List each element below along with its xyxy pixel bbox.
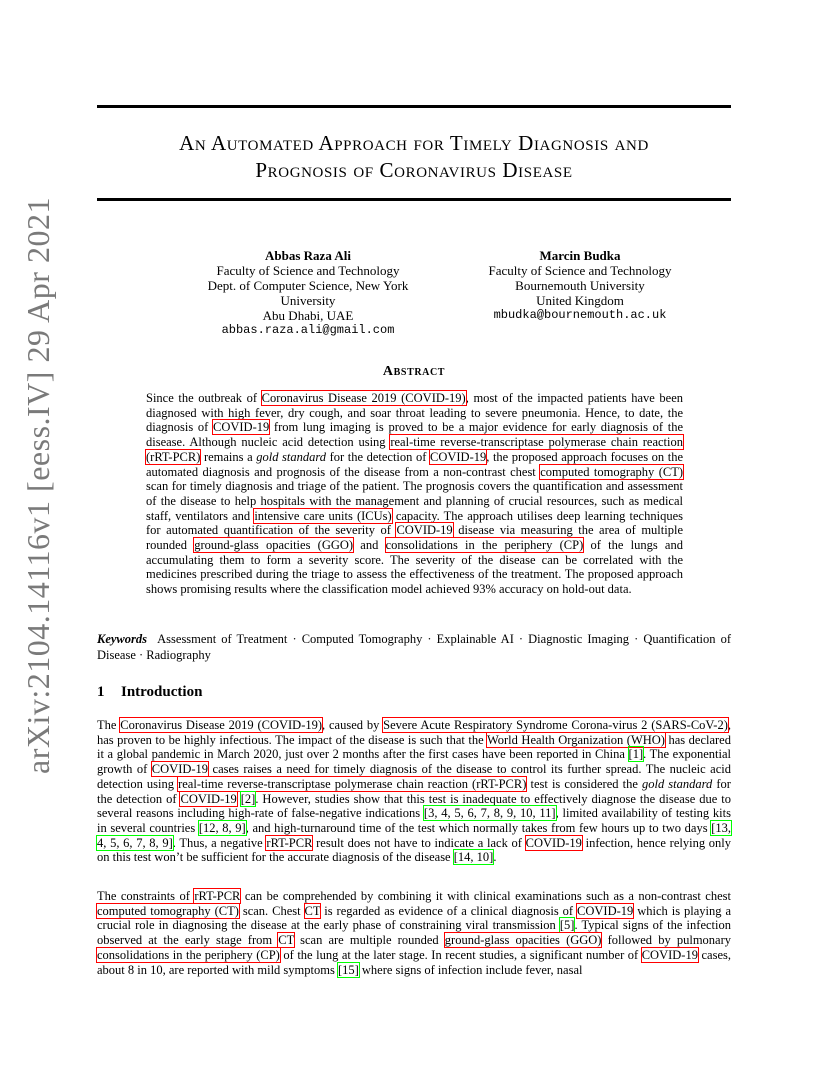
abstract-text: capacity. The approach utilises deep learning techniques for automated quantification of the severity of xyxy=(146,508,683,538)
keywords-text: Assessment of Treatment · Computed Tomography · Explainable AI · Diagnostic Imaging · Quantification of Disease · Radiography xyxy=(97,632,732,662)
acronym-link[interactable]: Coronavirus Disease 2019 (COVID-19) xyxy=(120,718,323,732)
acronym-link[interactable]: Severe Acute Respiratory Syndrome Corona-virus 2 (SARS-CoV-2) xyxy=(383,718,728,732)
body-text: The xyxy=(97,718,121,732)
abstract-text: , most of the impacted patients have been diagnosed with high fever, dry cough, and soar throat leading to severe pneumonia. Hence, to date, the diagnosis of xyxy=(146,391,683,435)
body-text: has declared it a global pandemic in March 2020, just over 2 months after the first cases have been reported in China xyxy=(97,732,731,762)
body-text: which is playing a crucial role in diagnosing the disease at the early phase of constraining viral transmission xyxy=(97,903,731,933)
acronym-link[interactable]: COVID-19 xyxy=(577,903,634,918)
body-text: , limited availability of testing kits in several countries xyxy=(97,806,731,835)
body-text: can be comprehended by combining it with clinical examinations such as a non-contrast chest xyxy=(240,889,731,903)
author-email[interactable]: abbas.raza.ali@gmail.com xyxy=(221,323,395,337)
section-title: Introduction xyxy=(121,684,203,700)
acronym-link[interactable]: consolidations in the periphery (CP) xyxy=(97,947,280,962)
arxiv-stamp[interactable]: arXiv:2104.14116v1 [eess.IV] 29 Apr 2021 xyxy=(20,197,56,774)
author-affiliation: Faculty of Science and Technology xyxy=(488,263,672,278)
citation-link[interactable]: [1] xyxy=(628,747,644,762)
acronym-link[interactable]: intensive care units (ICUs) xyxy=(254,508,392,523)
body-text: . Thus, a negative xyxy=(172,835,267,850)
body-text: scan. Chest xyxy=(238,903,305,918)
author-affiliation: Abu Dhabi, UAE xyxy=(262,308,354,323)
keywords xyxy=(97,632,731,663)
author-email[interactable]: mbudka@bournemouth.ac.uk xyxy=(493,308,667,322)
title-line-1 xyxy=(97,130,731,157)
abstract-text: , the proposed approach focuses on the automated diagnosis and prognosis of the disease from a non-contrast chest xyxy=(146,449,683,479)
body-text: . Typical signs of the infection observed at the early stage from xyxy=(97,918,731,948)
abstract-text: Since the outbreak of xyxy=(146,391,262,405)
abstract-text: scan for timely diagnosis and triage of the patient. The prognosis covers the quantification and assessment of the disease to help hospitals with the management and planning of crucial resources, such as medical staff, ventilators and xyxy=(146,479,683,523)
body-text: of the lung at the later stage. In recent studies, a significant number of xyxy=(279,947,642,962)
section-heading xyxy=(97,684,202,701)
body-text: , has proven to be highly infectious. The impact of the disease is such that the xyxy=(97,718,732,747)
paper-title xyxy=(97,130,731,184)
abstract-text: of the lungs and accumulating them to form a severity score. The severity of the disease can be correlated with the medicines prescribed during the triage to assess the effectiveness of the treatment. The proposed approach shows promising results where the classification model achieved 93% accuracy on hold-out data. xyxy=(146,538,683,597)
acronym-link[interactable]: consolidations in the periphery (CP) xyxy=(385,538,584,553)
author-affiliation: Faculty of Science and Technology xyxy=(216,263,400,278)
body-text: . However, studies show that this test is inadequate to effectively diagnose the disease due to several reasons including high-rate of false-negative indications xyxy=(97,791,732,821)
acronym-link[interactable]: real-time reverse-transcriptase polymerase chain reaction (rRT-PCR) xyxy=(146,435,683,464)
title-line-2 xyxy=(97,157,731,184)
title-rule-bottom xyxy=(97,198,731,201)
acronym-link[interactable]: COVID-19 xyxy=(641,947,698,962)
abstract-text: and xyxy=(353,538,386,553)
title-text-1: An Automated Approach for Timely Diagnosis and xyxy=(179,131,649,155)
author-2 xyxy=(470,248,690,323)
author-name: Abbas Raza Ali xyxy=(265,248,351,263)
author-affiliation: Dept. of Computer Science, New York University xyxy=(207,278,409,308)
keywords-label: Keywords xyxy=(97,632,147,646)
body-text: is regarded as evidence of a clinical diagnosis of xyxy=(320,903,578,918)
acronym-link[interactable]: COVID-19 xyxy=(180,791,237,806)
body-text: scan are multiple rounded xyxy=(293,933,445,948)
abstract-heading-text: Abstract xyxy=(382,364,446,379)
body-text: where signs of infection include fever, nasal xyxy=(358,962,583,977)
body-text: The constraints of xyxy=(97,889,195,903)
acronym-link[interactable]: World Health Organization (WHO) xyxy=(486,732,665,747)
body-text: , caused by xyxy=(322,718,384,732)
author-affiliation: United Kingdom xyxy=(536,293,624,308)
citation-link[interactable]: [13, 4, 5, 6, 7, 8, 9] xyxy=(97,820,731,850)
body-text: cases, about 8 in 10, are reported with mild symptoms xyxy=(97,947,731,977)
body-text: result does not have to indicate a lack of xyxy=(312,835,526,850)
acronym-link[interactable]: CT xyxy=(278,933,294,948)
body-text: test is considered the xyxy=(526,776,642,791)
citation-link[interactable]: [12, 8, 9] xyxy=(198,820,246,835)
acronym-link[interactable]: rRT-PCR xyxy=(194,889,241,903)
title-text-2: Prognosis of Coronavirus Disease xyxy=(255,158,573,182)
body-text: . xyxy=(493,850,497,865)
author-name: Marcin Budka xyxy=(539,248,621,263)
acronym-link[interactable]: ground-glass opacities (GGO) xyxy=(444,933,602,948)
abstract-text: for the detection of xyxy=(326,449,430,464)
abstract-emphasis: gold standard xyxy=(256,449,327,464)
body-text: , and high-turnaround time of the test which normally takes from few hours up to two days xyxy=(245,820,712,835)
body-text: cases raises a need for timely diagnosis of the disease to control its further spread. The nucleic acid detection using xyxy=(97,762,732,791)
citation-link[interactable]: [5] xyxy=(559,918,575,933)
acronym-link[interactable]: COVID-19 xyxy=(429,449,487,464)
body-emphasis: gold standard xyxy=(641,776,713,791)
acronym-link[interactable]: COVID-19 xyxy=(213,420,270,435)
body-text: for the detection of xyxy=(97,776,731,806)
acronym-link[interactable]: computed tomography (CT) xyxy=(540,464,683,479)
section-number: 1 xyxy=(97,684,105,700)
citation-link[interactable]: [3, 4, 5, 6, 7, 8, 9, 10, 11] xyxy=(423,806,556,821)
acronym-link[interactable]: ground-glass opacities (GGO) xyxy=(194,538,354,553)
acronym-link[interactable]: COVID-19 xyxy=(151,762,209,777)
acronym-link[interactable]: COVID-19 xyxy=(396,523,453,538)
author-1 xyxy=(183,248,433,338)
intro-paragraph-1 xyxy=(97,718,731,865)
author-affiliation: Bournemouth University xyxy=(515,278,645,293)
abstract-body xyxy=(146,391,683,597)
abstract-text: disease via measuring the area of multiple rounded xyxy=(146,523,683,553)
acronym-link[interactable]: computed tomography (CT) xyxy=(97,903,239,918)
abstract-heading xyxy=(97,364,731,380)
intro-paragraph-2 xyxy=(97,889,731,977)
acronym-link[interactable]: COVID-19 xyxy=(525,835,582,850)
citation-link[interactable]: [15] xyxy=(337,962,359,977)
title-rule-top xyxy=(97,105,731,108)
citation-link[interactable]: [14, 10] xyxy=(453,850,494,865)
acronym-link[interactable]: real-time reverse-transcriptase polymerase chain reaction (rRT-PCR) xyxy=(178,776,527,791)
abstract-text: remains a xyxy=(200,449,257,464)
body-text: . The exponential growth of xyxy=(97,747,731,777)
citation-link[interactable]: [2] xyxy=(240,791,256,806)
abstract-text: from lung imaging is proved to be a major evidence for early diagnosis of the disease. Although nucleic acid detection using xyxy=(146,420,684,450)
body-text: infection, hence relying only on this test won’t be sufficient for the accurate diagnosis of the disease xyxy=(97,835,731,865)
acronym-link[interactable]: Coronavirus Disease 2019 (COVID-19) xyxy=(261,391,466,405)
acronym-link[interactable]: CT xyxy=(304,903,321,918)
acronym-link[interactable]: rRT-PCR xyxy=(266,835,313,850)
body-text: followed by pulmonary xyxy=(601,933,731,948)
